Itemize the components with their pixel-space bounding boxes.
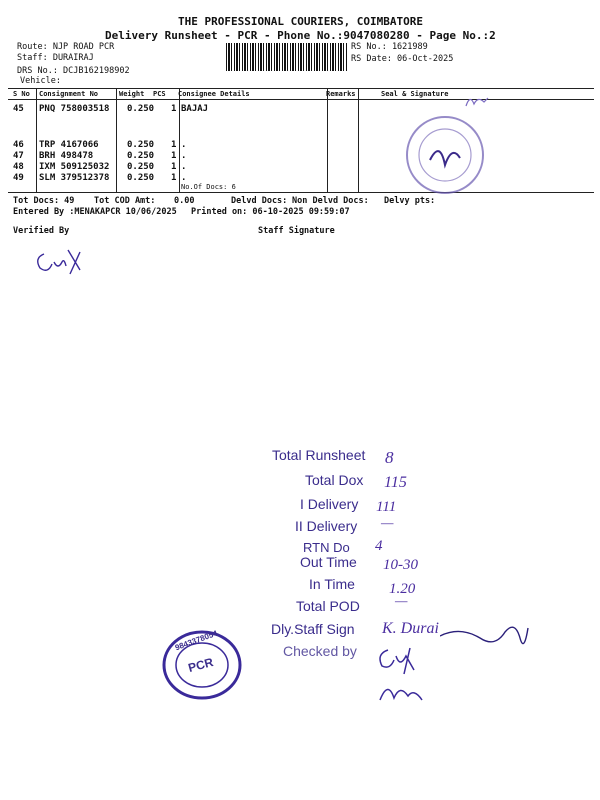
summary-value: K. Durai bbox=[382, 620, 439, 637]
verified-signature bbox=[30, 240, 90, 280]
row-pcs: 1 bbox=[171, 173, 177, 183]
row-weight: 0.250 bbox=[127, 162, 155, 172]
summary-label: Total POD bbox=[296, 598, 360, 614]
row-consignment: SLM 379512378 bbox=[39, 173, 110, 183]
summary-value: 111 bbox=[376, 499, 397, 515]
row-details: . bbox=[181, 173, 187, 183]
row-details: . bbox=[181, 162, 187, 172]
row-pcs: 1 bbox=[171, 104, 177, 114]
summary-label: Out Time bbox=[300, 554, 357, 570]
company-title: THE PROFESSIONAL COURIERS, COIMBATORE bbox=[178, 15, 424, 28]
no-of-docs: No.Of Docs: 6 bbox=[181, 183, 236, 191]
table-bottom-rule bbox=[8, 192, 594, 193]
pcr-round-stamp bbox=[162, 630, 242, 700]
summary-label: Dly.Staff Sign bbox=[271, 621, 355, 637]
row-weight: 0.250 bbox=[127, 151, 155, 161]
staff-label: Staff: DURAIRAJ bbox=[17, 53, 94, 63]
summary-label: II Delivery bbox=[295, 518, 358, 534]
col-divider bbox=[179, 88, 180, 192]
rs-date: RS Date: 06-Oct-2025 bbox=[351, 54, 454, 64]
summary-value: 115 bbox=[384, 474, 407, 491]
row-weight: 0.250 bbox=[127, 173, 155, 183]
summary-value: — bbox=[381, 516, 394, 531]
table-top-rule bbox=[8, 88, 594, 89]
route-label: Route: NJP ROAD PCR bbox=[17, 42, 115, 52]
col-divider bbox=[36, 88, 37, 192]
tot-cod-value: 0.00 bbox=[174, 196, 195, 206]
summary-label: Checked by bbox=[283, 643, 357, 659]
summary-value: 10-30 bbox=[383, 557, 418, 573]
runsheet-subtitle: Delivery Runsheet - PCR - Phone No.:9047080280 - Page No.:2 bbox=[105, 29, 496, 42]
table-header-rule bbox=[8, 99, 594, 100]
tot-cod-label: Tot COD Amt: bbox=[94, 196, 156, 206]
row-consignment: IXM 509125032 bbox=[39, 162, 110, 172]
summary-value: — bbox=[395, 594, 408, 609]
row-details: . bbox=[181, 151, 187, 161]
summary-label: Total Dox bbox=[305, 472, 364, 488]
col-divider bbox=[358, 88, 359, 192]
col-header-remarks: Remarks bbox=[326, 90, 356, 98]
col-divider bbox=[116, 88, 117, 192]
checked-by-signature bbox=[370, 640, 450, 710]
row-consignment: BRH 498478 bbox=[39, 151, 94, 161]
summary-label: Total Runsheet bbox=[272, 447, 366, 463]
summary-label: RTN Do bbox=[303, 540, 350, 555]
row-sno: 45 bbox=[13, 104, 24, 114]
verified-by-label: Verified By bbox=[13, 226, 70, 236]
delivery-seal-stamp bbox=[400, 110, 490, 200]
delvd-docs: Delvd Docs: bbox=[231, 196, 288, 206]
row-consignment: TRP 4167066 bbox=[39, 140, 99, 150]
barcode bbox=[226, 43, 348, 71]
col-header-pcs: PCS bbox=[153, 90, 166, 98]
summary-value: 1.20 bbox=[389, 581, 416, 597]
stamp-center-text: PCR bbox=[186, 654, 215, 676]
printed-on: Printed on: 06-10-2025 09:59:07 bbox=[191, 207, 350, 217]
row-sno: 47 bbox=[13, 151, 24, 161]
row-pcs: 1 bbox=[171, 162, 177, 172]
staff-signature-label: Staff Signature bbox=[258, 226, 335, 236]
summary-value: 8 bbox=[385, 448, 394, 467]
summary-value: 4 bbox=[375, 538, 383, 554]
summary-label: In Time bbox=[309, 576, 355, 592]
entered-by: Entered By :MENAKAPCR 10/06/2025 bbox=[13, 207, 177, 217]
row-pcs: 1 bbox=[171, 140, 177, 150]
non-delvd-docs: Non Delvd Docs: bbox=[292, 196, 369, 206]
row-consignment: PNQ 758003518 bbox=[39, 104, 110, 114]
row-pcs: 1 bbox=[171, 151, 177, 161]
col-header-sno: S No bbox=[13, 90, 30, 98]
stamp-phone: 9843378054 bbox=[173, 628, 219, 653]
summary-label: I Delivery bbox=[300, 496, 359, 512]
row-sno: 49 bbox=[13, 173, 24, 183]
row-details: BAJAJ bbox=[181, 104, 209, 114]
seal-corner-mark bbox=[462, 92, 492, 112]
col-header-seal: Seal & Signature bbox=[381, 90, 449, 98]
row-sno: 46 bbox=[13, 140, 24, 150]
rs-number: RS No.: 1621989 bbox=[351, 42, 428, 52]
row-weight: 0.250 bbox=[127, 104, 155, 114]
row-weight: 0.250 bbox=[127, 140, 155, 150]
row-details: . bbox=[181, 140, 187, 150]
row-sno: 48 bbox=[13, 162, 24, 172]
col-header-consignee: Consignee Details bbox=[178, 90, 250, 98]
col-header-consignment: Consignment No bbox=[39, 90, 99, 98]
staff-sign-flourish bbox=[440, 608, 530, 658]
col-divider bbox=[327, 88, 328, 192]
col-header-weight: Weight bbox=[119, 90, 145, 98]
vehicle-label: Vehicle: bbox=[20, 76, 61, 86]
tot-docs: Tot Docs: 49 bbox=[13, 196, 75, 206]
delvy-pts: Delvy pts: bbox=[384, 196, 436, 206]
drs-number: DRS No.: DCJB162198902 bbox=[17, 66, 130, 76]
